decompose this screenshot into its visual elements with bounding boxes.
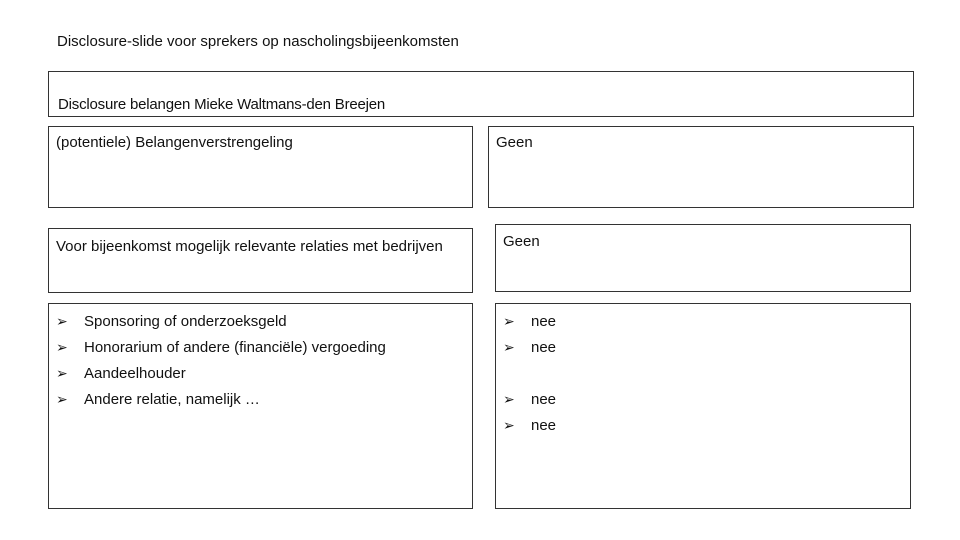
list-item-value: nee xyxy=(531,339,557,356)
conflict-value: Geen xyxy=(496,134,533,151)
list-item-value: nee xyxy=(531,313,557,330)
conflict-label-cell xyxy=(48,126,473,208)
speaker-header-box xyxy=(48,71,914,117)
relations-value: Geen xyxy=(503,233,540,250)
list-item-label: Honorarium of andere (financiële) vergoeding xyxy=(84,339,386,356)
arrow-bullet-icon: ➢ xyxy=(56,340,68,356)
list-item-value: nee xyxy=(531,417,557,434)
list-item-label: Andere relatie, namelijk … xyxy=(84,391,260,408)
list-item-label: Sponsoring of onderzoeksgeld xyxy=(84,313,287,330)
arrow-bullet-icon: ➢ xyxy=(56,366,68,382)
arrow-bullet-icon: ➢ xyxy=(56,392,68,408)
list-item xyxy=(56,309,386,335)
conflict-label: (potentiele) Belangenverstrengeling xyxy=(56,134,293,151)
list-item xyxy=(56,335,386,361)
list-item xyxy=(56,361,386,387)
relations-value-cell xyxy=(495,224,911,292)
arrow-bullet-icon: ➢ xyxy=(503,340,515,356)
relation-answers-cell xyxy=(495,303,911,509)
list-item xyxy=(503,413,556,439)
relation-types-list xyxy=(56,309,386,413)
arrow-bullet-icon: ➢ xyxy=(503,418,515,434)
arrow-bullet-icon: ➢ xyxy=(503,314,515,330)
relations-label: Voor bijeenkomst mogelijk relevante relaties met bedrijven xyxy=(56,238,443,255)
relation-answers-list xyxy=(503,309,556,439)
list-spacer xyxy=(503,361,556,387)
list-item-value: nee xyxy=(531,391,557,408)
speaker-header-text: Disclosure belangen Mieke Waltmans-den Breejen xyxy=(58,96,386,113)
slide-title: Disclosure-slide voor sprekers op nascholingsbijeenkomsten xyxy=(57,33,459,50)
arrow-bullet-icon: ➢ xyxy=(56,314,68,330)
relation-types-cell xyxy=(48,303,473,509)
arrow-bullet-icon: ➢ xyxy=(503,392,515,408)
list-item xyxy=(503,309,556,335)
relations-label-cell xyxy=(48,228,473,293)
conflict-value-cell xyxy=(488,126,914,208)
list-item xyxy=(503,335,556,361)
list-item xyxy=(56,387,386,413)
list-item-label: Aandeelhouder xyxy=(84,365,186,382)
list-item xyxy=(503,387,556,413)
